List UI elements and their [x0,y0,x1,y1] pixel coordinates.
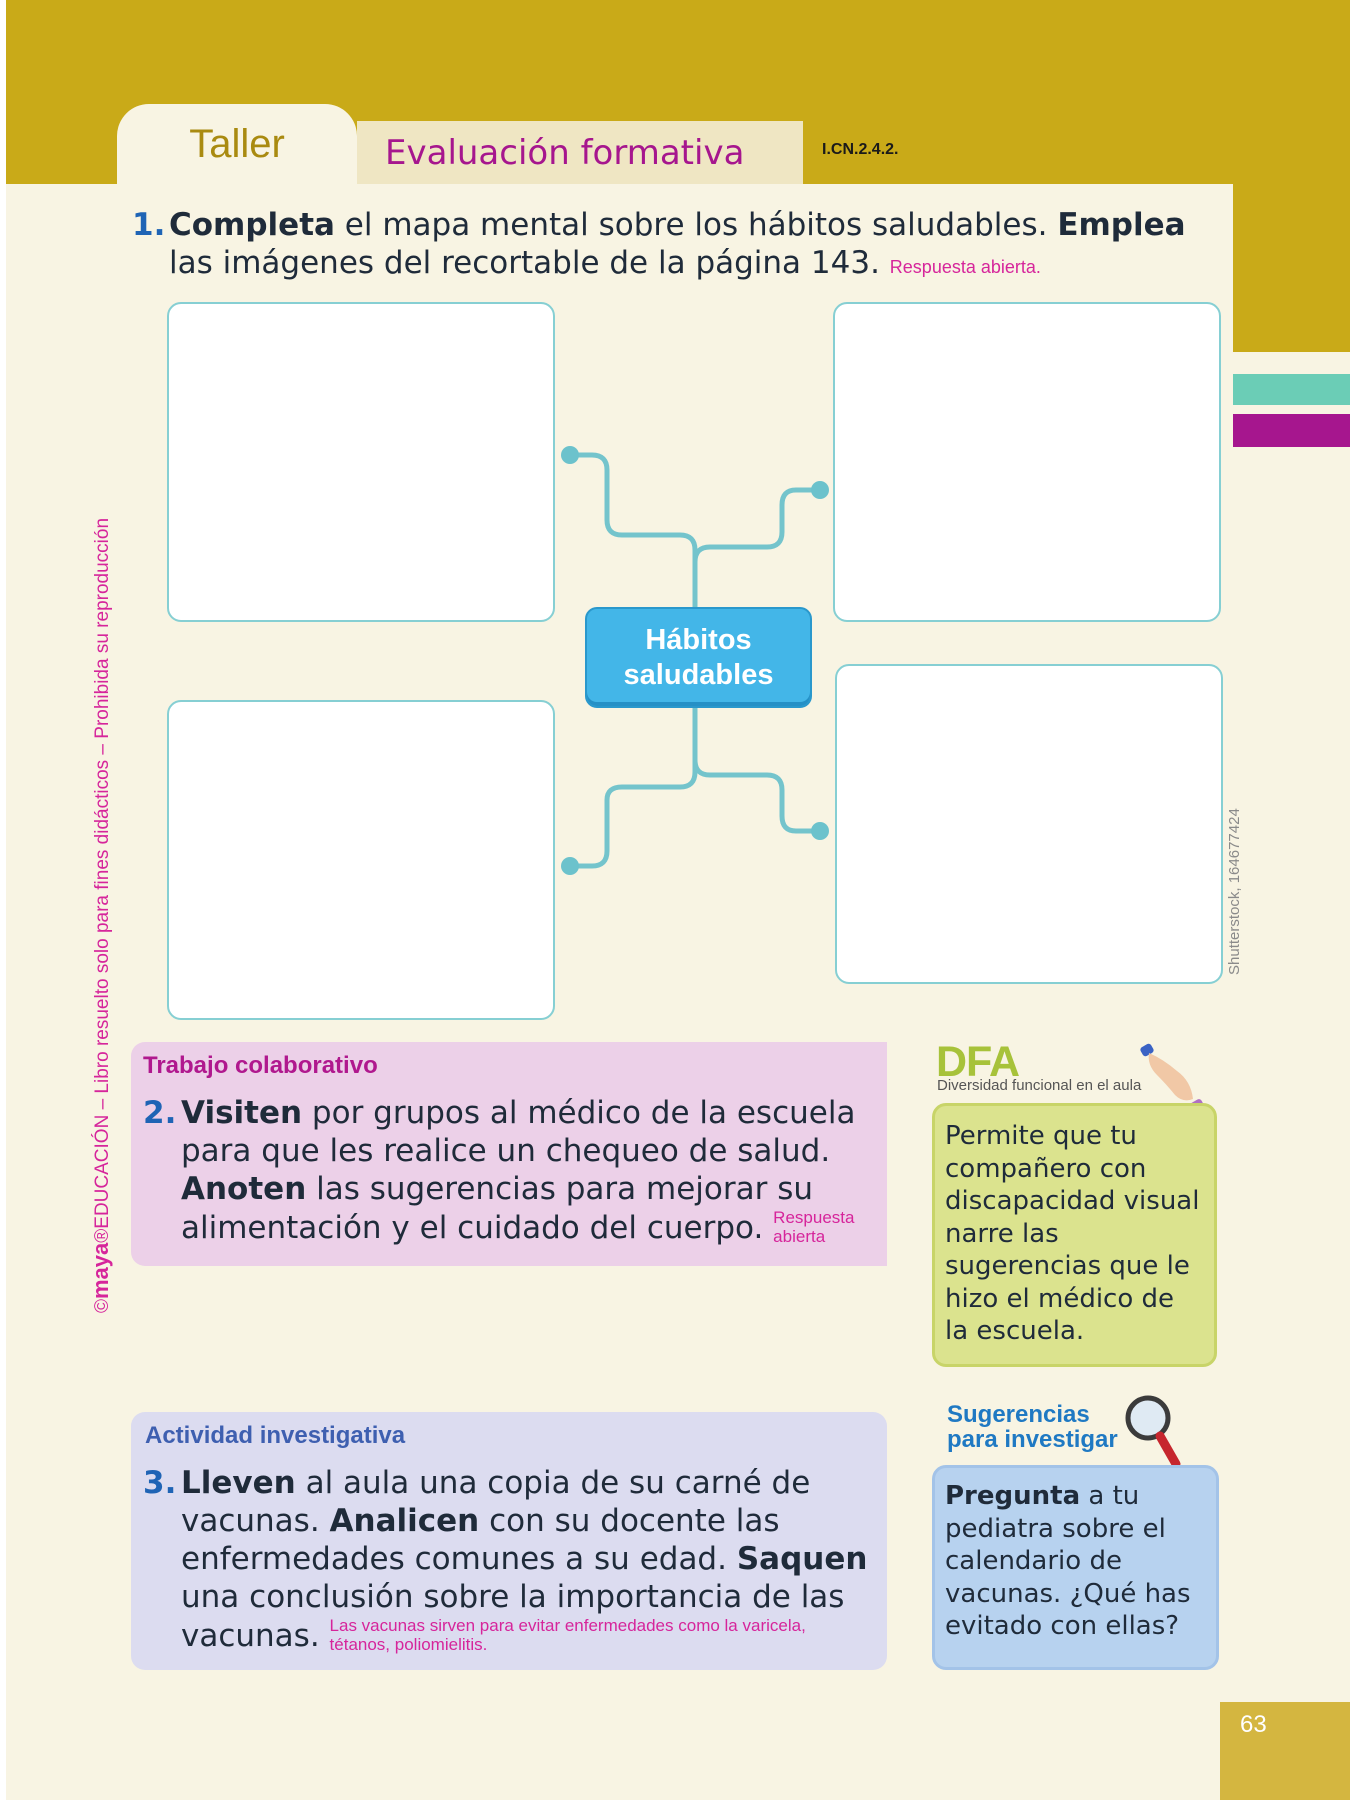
question-3-answer-line1: Las vacunas sirven para evitar enfermedades como la varicela, [329,1616,806,1635]
sugerencias-verb-pregunta: Pregunta [945,1481,1081,1511]
connector-bottom-right [695,704,820,831]
mind-map-center-node [585,607,812,708]
connector-dot-top-left [561,446,579,464]
evaluation-tab-label: Evaluación formativa [385,132,745,173]
left-page-edge [0,0,6,1800]
question-2-text [181,1094,881,1247]
question-1-text [169,206,1229,286]
sugerencias-title-line1: Sugerencias [947,1401,1090,1428]
connector-top-right [695,490,820,607]
question-1-text-part1: el mapa mental sobre los hábitos saludables. [334,207,1058,243]
dfa-subtitle: Diversidad funcional en el aula [937,1077,1142,1094]
mind-map-box-top-left[interactable] [167,302,555,622]
question-1-text-part2: las imágenes del recortable de la página 143. [169,245,880,281]
question-2-answer-line1: Respuesta [773,1208,855,1227]
magnifier-icon [1122,1392,1192,1472]
maya-logo-text: maya [88,1242,113,1299]
question-2-text-part2: las sugerencias para mejorar su alimentación y el cuidado del cuerpo. [181,1171,813,1246]
question-2-answer [773,1208,854,1246]
taller-tab-label: Taller [189,121,285,166]
question-1-verb-completa: Completa [169,207,335,243]
sugerencias-title [947,1402,1118,1452]
connector-dot-bottom-left [561,857,579,875]
copyright-text: EDUCACIÓN – Libro resuelto solo para fines didácticos – Prohibida su reproducción [92,517,113,1229]
question-3-number: 3. [143,1465,177,1501]
actividad-investigativa-section [131,1412,887,1670]
sugerencias-box [932,1465,1219,1670]
question-2-answer-line2: abierta [773,1227,826,1246]
question-3-text-part3: una conclusión sobre la importancia de las vacunas. [181,1579,845,1654]
question-2-number: 2. [143,1095,177,1131]
question-1-number: 1. [132,207,166,243]
dfa-box [932,1103,1217,1367]
mind-map-box-bottom-right[interactable] [835,664,1223,984]
question-3-verb-analicen: Analicen [329,1503,480,1539]
mind-map-box-top-right[interactable] [833,302,1221,622]
sugerencias-text-body: a tu pediatra sobre el calendario de vacunas. ¿Qué has evitado con ellas? [945,1481,1191,1641]
sugerencias-text [945,1480,1210,1643]
question-2-verb-visiten: Visiten [181,1095,303,1131]
side-copyright: ©maya®EDUCACIÓN – Libro resuelto solo para fines didácticos – Prohibida su reproducción [88,517,113,1313]
actividad-investigativa-title: Actividad investigativa [145,1422,406,1449]
center-node-line2: saludables [623,658,774,691]
connector-top-left [570,455,695,607]
question-3-answer [330,1616,806,1654]
question-2-text-part1: por grupos al médico de la escuela para que les realice un chequeo de salud. [181,1095,856,1169]
indicator-code: I.CN.2.4.2. [822,141,899,158]
magenta-accent-bar [1233,414,1350,447]
page-number: 63 [1240,1711,1267,1738]
taller-tab [117,104,357,184]
connector-dot-top-right [811,481,829,499]
sugerencias-title-line2: para investigar [947,1426,1118,1453]
question-3-verb-lleven: Lleven [181,1465,296,1501]
connector-bottom-left [570,704,695,866]
question-2-verb-anoten: Anoten [181,1171,307,1207]
question-3-text-part1: al aula una copia de su carné de vacunas. [181,1465,811,1539]
question-3-verb-saquen: Saquen [736,1541,868,1577]
center-node-line1: Hábitos [645,623,752,656]
question-3-answer-line2: tétanos, poliomielitis. [329,1635,488,1654]
right-color-band [1233,0,1350,352]
image-credit: Shutterstock, 164677424 [1226,808,1243,975]
question-3-text [181,1464,886,1655]
teal-accent-bar [1233,374,1350,405]
dfa-logo: DFA [936,1038,1019,1086]
question-1-verb-emplea: Emplea [1057,207,1186,243]
mind-map-box-bottom-left[interactable] [167,700,555,1020]
trabajo-colaborativo-section [131,1042,887,1266]
evaluation-tab [357,121,803,184]
trabajo-colaborativo-title: Trabajo colaborativo [143,1052,378,1079]
dfa-text: Permite que tu compañero con discapacidad visual narre las sugerencias que le hizo el médico de la escuela. [945,1121,1200,1346]
connector-dot-bottom-right [811,822,829,840]
question-1-answer: Respuesta abierta. [889,257,1041,277]
question-3-text-part2: con su docente las enfermedades comunes a su edad. [181,1503,780,1577]
